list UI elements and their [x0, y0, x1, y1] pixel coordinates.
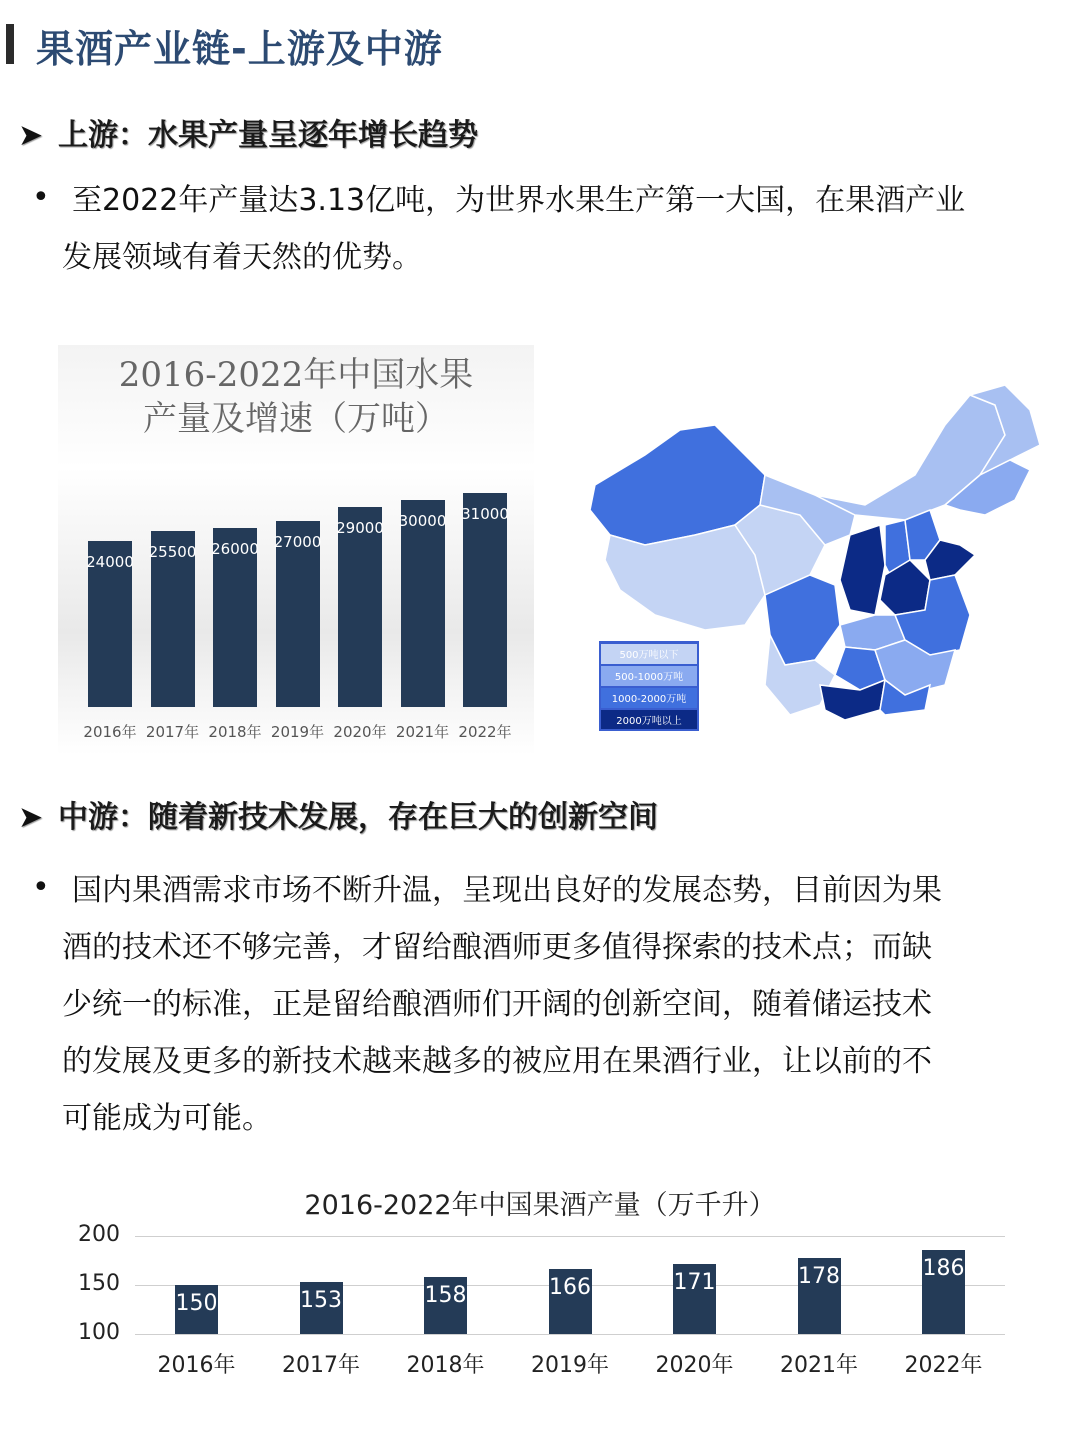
upstream-heading-text: 上游：水果产量呈逐年增长趋势 [58, 118, 478, 153]
midstream-line-4: 的发展及更多的新技术越来越多的被应用在果酒行业，让以前的不 [62, 1044, 932, 1079]
wine-bar-value-label: 186 [922, 1255, 965, 1281]
china-fruit-map [585, 385, 1045, 735]
fruit-chart-title-line-2: 产量及增速（万吨） [143, 399, 449, 439]
wine-bar-value-label: 150 [175, 1291, 218, 1316]
wine-bar-value-label: 178 [798, 1263, 840, 1289]
upstream-paragraph [62, 172, 965, 286]
fruit-bar-2020年 [338, 507, 382, 707]
fruit-x-tick-label: 2016年 [83, 723, 137, 741]
midstream-paragraph [62, 862, 942, 1147]
wine-bar-value-label: 166 [549, 1275, 591, 1301]
fruit-x-tick-label: 2022年 [458, 723, 512, 741]
midstream-line-5: 可能成为可能。 [62, 1101, 272, 1136]
wine-chart-title: 2016-2022年中国果酒产量（万千升） [304, 1190, 776, 1221]
title-accent-bar [6, 24, 14, 64]
map-region-tibet [605, 525, 765, 630]
fruit-bar-2022年 [463, 493, 507, 707]
legend-label-1: 500万吨以下 [619, 650, 679, 661]
legend-label-3: 1000-2000万吨 [611, 694, 687, 705]
arrow-right-icon: ➤ [18, 800, 44, 835]
midstream-line-3: 少统一的标准，正是留给酿酒师们开阔的创新空间，随着储运技术 [62, 987, 932, 1022]
fruit-x-tick-label: 2021年 [395, 723, 450, 741]
wine-bar-value-label: 153 [300, 1288, 342, 1314]
fruit-x-tick-label: 2019年 [270, 723, 325, 741]
upstream-heading [18, 110, 478, 154]
wine-gridline [135, 1236, 1005, 1237]
china-map-graphic [585, 385, 1045, 735]
fruit-x-tick-label: 2017年 [145, 723, 200, 741]
map-legend [599, 641, 699, 731]
fruit-bar-value-label: 27000 [273, 532, 322, 551]
fruit-bar-value-label: 29000 [336, 518, 384, 537]
wine-x-tick-label: 2020年 [655, 1353, 734, 1378]
wine-x-tick-label: 2018年 [406, 1353, 485, 1378]
wine-x-tick-label: 2016年 [157, 1353, 236, 1378]
wine-x-tick-label: 2019年 [531, 1353, 609, 1378]
wine-x-tick-label: 2022年 [904, 1353, 983, 1378]
fruit-bar-value-label: 25500 [148, 542, 197, 561]
fruit-bar-2021年 [401, 500, 445, 707]
wine-bar-value-label: 158 [424, 1283, 467, 1309]
arrow-right-icon: ➤ [18, 118, 44, 153]
midstream-heading [18, 792, 658, 836]
fruit-bar-value-label: 26000 [211, 539, 259, 558]
fruit-production-chart [58, 345, 534, 755]
fruit-chart-title-line-1: 2016-2022年中国水果 [118, 355, 474, 395]
midstream-bullet: • [32, 870, 50, 905]
fruit-x-tick-label: 2020年 [333, 723, 387, 741]
midstream-line-1: 国内果酒需求市场不断升温，呈现出良好的发展态势，目前因为果 [72, 873, 942, 908]
legend-label-2: 500-1000万吨 [614, 672, 684, 683]
upstream-line-1: 至2022年产量达3.13亿吨，为世界水果生产第一大国，在果酒产业 [72, 183, 966, 218]
wine-x-tick-label: 2017年 [282, 1353, 360, 1378]
wine-y-tick-label: 200 [78, 1222, 120, 1247]
fruit-bar-value-label: 24000 [86, 553, 134, 572]
fruit-bar-value-label: 30000 [398, 511, 447, 530]
wine-gridline [135, 1334, 1005, 1335]
wine-y-tick-label: 150 [78, 1271, 120, 1296]
fruit-chart-title [58, 353, 534, 441]
fruit-bar-value-label: 31000 [461, 505, 509, 523]
wine-x-tick-label: 2021年 [780, 1353, 858, 1378]
fruit-x-tick-label: 2018年 [208, 723, 262, 741]
legend-label-4: 2000万吨以上 [616, 716, 682, 727]
page-title: 果酒产业链-上游及中游 [36, 27, 443, 71]
midstream-heading-text: 中游：随着新技术发展，存在巨大的创新空间 [58, 800, 658, 835]
upstream-line-2: 发展领域有着天然的优势。 [62, 240, 422, 275]
wine-y-tick-label: 100 [78, 1320, 120, 1345]
upstream-bullet: • [32, 180, 50, 215]
map-region-shaanxi [840, 525, 885, 615]
midstream-line-2: 酒的技术还不够完善，才留给酿酒师更多值得探索的技术点；而缺 [62, 930, 932, 965]
wine-bar-value-label: 171 [673, 1270, 716, 1296]
